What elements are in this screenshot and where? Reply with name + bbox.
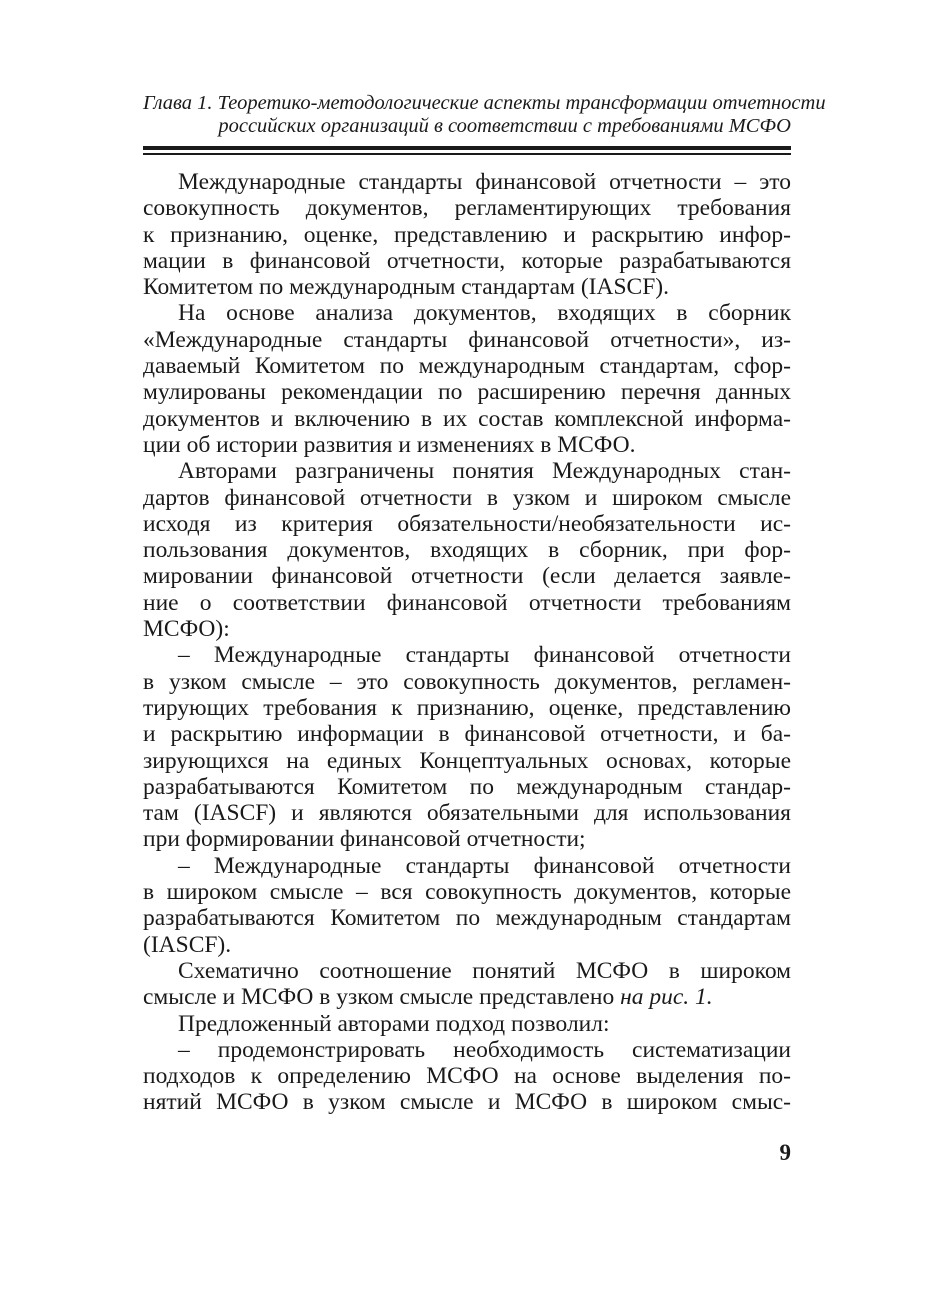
text-line: ние о соответствии финансовой отчетности требованиям xyxy=(143,589,791,616)
text-line: исходя из критерия обязательности/необязательности ис- xyxy=(143,510,791,537)
text-line: На основе анализа документов, входящих в сборник xyxy=(178,300,791,327)
text-line: – Международные стандарты финансовой отчетности xyxy=(178,852,791,879)
text-line: Схематично соотношение понятий МСФО в широком xyxy=(178,957,791,984)
text-line: дартов финансовой отчетности в узком и широком смысле xyxy=(143,484,791,511)
text-line: Комитетом по международным стандартам (IASCF). xyxy=(143,274,669,301)
text-line: мации в финансовой отчетности, которые разрабатываются xyxy=(143,247,791,274)
text-line: нятий МСФО в узком смысле и МСФО в широком смыс- xyxy=(143,1089,791,1116)
text-line: документов и включению в их состав комплексной информа- xyxy=(143,405,791,432)
text-line: в широком смысле – вся совокупность документов, которые xyxy=(143,879,791,906)
header-rule-thick xyxy=(143,146,791,150)
header-line-2: российских организаций в соответствии с требованиями МСФО xyxy=(218,115,791,137)
text-line: – продемонстрировать необходимость систематизации xyxy=(178,1036,791,1063)
text-line: совокупность документов, регламентирующих требования xyxy=(143,195,791,222)
text-line: разрабатываются Комитетом по международным стандар- xyxy=(143,773,791,800)
text-line: МСФО): xyxy=(143,616,230,643)
body-text xyxy=(143,169,791,1116)
text-line: разрабатываются Комитетом по международным стандартам xyxy=(143,905,791,932)
header-rule-thin xyxy=(143,153,791,155)
text-line: (IASCF). xyxy=(143,931,232,958)
text-line: тирующих требования к признанию, оценке, представлению xyxy=(143,694,791,721)
text-line-with-figure-ref xyxy=(143,984,791,1010)
text-line: пользования документов, входящих в сборник, при фор- xyxy=(143,537,791,564)
text-line: Международные стандарты финансовой отчетности – это xyxy=(178,169,791,195)
text-line: в узком смысле – это совокупность документов, регламен- xyxy=(143,668,791,695)
text-fragment: смысле и МСФО в узком смысле представлено xyxy=(143,984,621,1011)
page-number: 9 xyxy=(779,1140,791,1165)
running-header xyxy=(143,92,826,138)
text-line: при формировании финансовой отчетности; xyxy=(143,826,586,853)
text-line: «Международные стандарты финансовой отчетности», из- xyxy=(143,326,791,353)
text-line: Предложенный авторами подход позволил: xyxy=(178,1010,610,1037)
text-line: к признанию, оценке, представлению и раскрытию инфор- xyxy=(143,221,791,248)
text-line: мировании финансовой отчетности (если делается заявле- xyxy=(143,563,791,590)
text-line: мулированы рекомендации по расширению перечня данных xyxy=(143,379,791,406)
text-line: и раскрытию информации в финансовой отчетности, и ба- xyxy=(143,721,791,748)
text-line: там (IASCF) и являются обязательными для использования xyxy=(143,800,791,827)
text-line: – Международные стандарты финансовой отчетности xyxy=(178,642,791,669)
text-line: ции об истории развития и изменениях в МСФО. xyxy=(143,431,636,458)
text-line: подходов к определению МСФО на основе выделения по- xyxy=(143,1063,791,1090)
text-line: Авторами разграничены понятия Международных стан- xyxy=(178,458,791,485)
text-line: зирующихся на единых Концептуальных основах, которые xyxy=(143,747,791,774)
text-line: даваемый Комитетом по международным стандартам, сфор- xyxy=(143,353,791,380)
figure-reference: на рис. 1. xyxy=(620,984,713,1011)
header-line-1: Глава 1. Теоретико-методологические аспекты трансформации отчетности xyxy=(143,92,826,114)
